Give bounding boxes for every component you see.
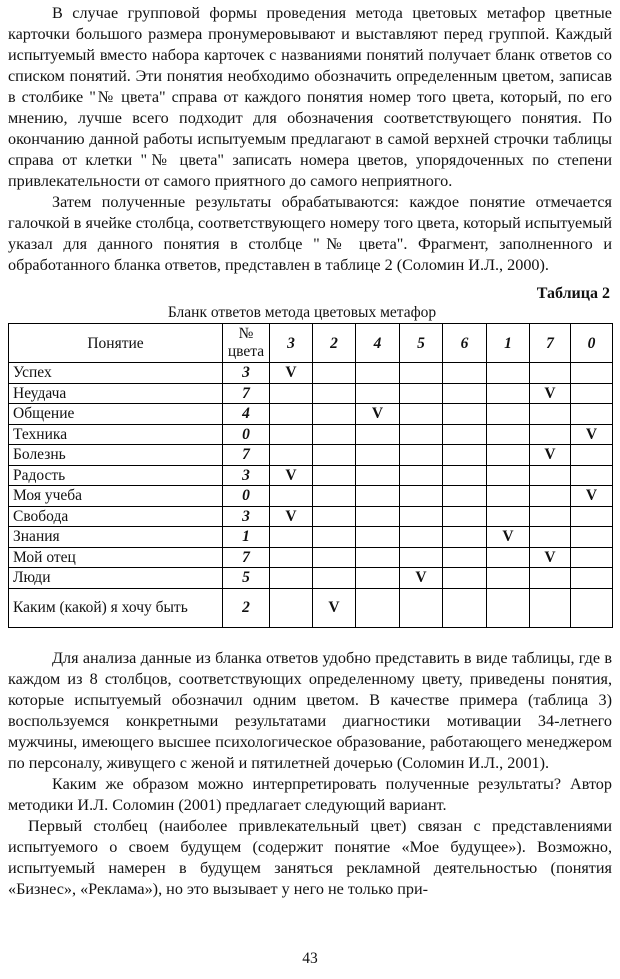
table-row xyxy=(9,547,613,568)
color-number-cell: 5 xyxy=(223,568,270,589)
mark-cell xyxy=(400,363,443,384)
table-row xyxy=(9,383,613,404)
mark-cell: V xyxy=(530,383,571,404)
mark-cell xyxy=(571,445,613,466)
color-number-cell: 7 xyxy=(223,547,270,568)
mark-cell: V xyxy=(530,445,571,466)
color-number-cell: 7 xyxy=(223,445,270,466)
mark-cell xyxy=(270,424,313,445)
header-color-col: 0 xyxy=(571,324,613,363)
mark-cell: V xyxy=(487,527,530,548)
concept-cell: Общение xyxy=(9,404,223,425)
mark-cell xyxy=(530,568,571,589)
mark-cell xyxy=(487,506,530,527)
mark-cell xyxy=(487,547,530,568)
mark-cell xyxy=(270,547,313,568)
mark-cell xyxy=(487,445,530,466)
table-row xyxy=(9,568,613,589)
mark-cell xyxy=(530,486,571,507)
mark-cell: V xyxy=(270,363,313,384)
mark-cell xyxy=(571,465,613,486)
color-number-cell: 3 xyxy=(223,363,270,384)
mark-cell xyxy=(530,363,571,384)
mark-cell: V xyxy=(571,486,613,507)
mark-cell xyxy=(356,506,400,527)
mark-cell xyxy=(530,465,571,486)
concept-cell: Техника xyxy=(9,424,223,445)
header-color-col: 1 xyxy=(487,324,530,363)
concept-cell: Болезнь xyxy=(9,445,223,466)
mark-cell xyxy=(571,568,613,589)
table-row xyxy=(9,506,613,527)
mark-cell xyxy=(443,383,487,404)
mark-cell xyxy=(400,424,443,445)
concept-cell: Знания xyxy=(9,527,223,548)
mark-cell xyxy=(571,506,613,527)
mark-cell xyxy=(313,445,356,466)
concept-cell: Радость xyxy=(9,465,223,486)
mark-cell xyxy=(270,445,313,466)
mark-cell xyxy=(487,568,530,589)
mark-cell xyxy=(400,527,443,548)
mark-cell xyxy=(487,465,530,486)
table-row xyxy=(9,363,613,384)
header-concept: Понятие xyxy=(9,324,223,363)
mark-cell: V xyxy=(313,588,356,627)
mark-cell xyxy=(571,588,613,627)
table-row xyxy=(9,527,613,548)
paragraph-processing: Затем полученные результаты обрабатываются: каждое понятие отмечается галочкой в ячейке столбца, соответствующего номеру того цвета, который испытуемый указал для данного понятия в столбце "№ цвета". Фрагмент, заполненного и обработанного бланка ответов, представлен в таблице 2 (Соломин И.Л., 2000). xyxy=(8,193,612,274)
mark-cell xyxy=(356,547,400,568)
mark-cell xyxy=(571,527,613,548)
mark-cell xyxy=(356,527,400,548)
color-number-cell: 3 xyxy=(223,465,270,486)
header-color-col: 5 xyxy=(400,324,443,363)
mark-cell: V xyxy=(356,404,400,425)
mark-cell xyxy=(571,404,613,425)
mark-cell xyxy=(400,465,443,486)
mark-cell xyxy=(400,404,443,425)
concept-cell: Каким (какой) я хочу быть xyxy=(9,588,223,627)
header-color-number: № цвета xyxy=(223,324,270,363)
mark-cell xyxy=(443,404,487,425)
mark-cell xyxy=(443,588,487,627)
color-number-cell: 2 xyxy=(223,588,270,627)
paragraph-analysis: Для анализа данные из бланка ответов удобно представить в виде таблицы, где в каждом из 8 столбцов, соответствующих определенному цвету, приведены понятия, которые испытуемый обозначил одним цветом. В качестве примера (таблица 3) воспользуемся конкретными результатами диагностики мотивации 34-летнего мужчины, имеющего высшее психологическое образование, работающего менеджером по персоналу, живущего с женой и пятилетней дочерью (Соломин И.Л., 2001). xyxy=(8,648,612,772)
mark-cell xyxy=(270,404,313,425)
mark-cell xyxy=(400,506,443,527)
mark-cell xyxy=(270,383,313,404)
mark-cell xyxy=(443,527,487,548)
mark-cell xyxy=(270,568,313,589)
header-color-col: 3 xyxy=(270,324,313,363)
mark-cell xyxy=(313,506,356,527)
mark-cell xyxy=(443,506,487,527)
table-row xyxy=(9,404,613,425)
mark-cell xyxy=(443,363,487,384)
mark-cell xyxy=(443,424,487,445)
page-number: 43 xyxy=(302,950,318,967)
mark-cell xyxy=(356,383,400,404)
mark-cell: V xyxy=(270,465,313,486)
color-number-cell: 4 xyxy=(223,404,270,425)
mark-cell xyxy=(530,424,571,445)
mark-cell xyxy=(530,506,571,527)
mark-cell: V xyxy=(270,506,313,527)
mark-cell xyxy=(530,404,571,425)
mark-cell xyxy=(313,465,356,486)
mark-cell xyxy=(443,465,487,486)
mark-cell xyxy=(313,404,356,425)
mark-cell xyxy=(270,588,313,627)
mark-cell xyxy=(356,445,400,466)
table-row xyxy=(9,424,613,445)
header-color-col: 6 xyxy=(443,324,487,363)
header-color-col: 2 xyxy=(313,324,356,363)
table-row xyxy=(9,588,613,627)
mark-cell xyxy=(571,383,613,404)
header-color-col: 4 xyxy=(356,324,400,363)
mark-cell xyxy=(487,588,530,627)
mark-cell xyxy=(443,445,487,466)
mark-cell xyxy=(313,486,356,507)
concept-cell: Мой отец xyxy=(9,547,223,568)
mark-cell xyxy=(313,363,356,384)
mark-cell xyxy=(356,465,400,486)
mark-cell xyxy=(530,588,571,627)
mark-cell xyxy=(400,486,443,507)
table-row xyxy=(9,465,613,486)
mark-cell xyxy=(400,588,443,627)
concept-cell: Неудача xyxy=(9,383,223,404)
mark-cell xyxy=(313,424,356,445)
mark-cell xyxy=(270,527,313,548)
mark-cell xyxy=(443,486,487,507)
mark-cell: V xyxy=(400,568,443,589)
mark-cell xyxy=(530,527,571,548)
concept-cell: Люди xyxy=(9,568,223,589)
mark-cell xyxy=(356,424,400,445)
header-color-col: 7 xyxy=(530,324,571,363)
mark-cell xyxy=(270,486,313,507)
mark-cell xyxy=(400,547,443,568)
table-number-label: Таблица 2 xyxy=(536,285,610,302)
color-number-cell: 7 xyxy=(223,383,270,404)
mark-cell xyxy=(356,568,400,589)
answer-sheet-table xyxy=(8,323,613,628)
concept-cell: Свобода xyxy=(9,506,223,527)
mark-cell xyxy=(313,527,356,548)
mark-cell xyxy=(443,547,487,568)
table-header-row xyxy=(9,324,613,363)
table-caption: Бланк ответов метода цветовых метафор xyxy=(167,304,437,321)
concept-cell: Успех xyxy=(9,363,223,384)
color-number-cell: 0 xyxy=(223,424,270,445)
page-content xyxy=(8,0,612,900)
mark-cell xyxy=(487,363,530,384)
mark-cell xyxy=(313,547,356,568)
mark-cell: V xyxy=(530,547,571,568)
mark-cell: V xyxy=(571,424,613,445)
color-number-cell: 1 xyxy=(223,527,270,548)
mark-cell xyxy=(487,383,530,404)
mark-cell xyxy=(313,383,356,404)
mark-cell xyxy=(571,547,613,568)
mark-cell xyxy=(356,363,400,384)
mark-cell xyxy=(356,588,400,627)
mark-cell xyxy=(400,445,443,466)
mark-cell xyxy=(443,568,487,589)
mark-cell xyxy=(313,568,356,589)
mark-cell xyxy=(487,486,530,507)
mark-cell xyxy=(356,486,400,507)
mark-cell xyxy=(487,404,530,425)
table-row xyxy=(9,445,613,466)
mark-cell xyxy=(487,424,530,445)
paragraph-group-method: В случае групповой формы проведения метода цветовых метафор цветные карточки большого размера пронумеровывают и выставляют перед группой. Каждый испытуемый вместо набора карточек с названиями понятий получает бланк ответов со списком понятий. Эти понятия необходимо обозначить определенным цветом, записав в столбике "№ цвета" справа от каждого понятия номер того цвета, который, по его мнению, лучше всего подходит для обозначения соответствующего понятия. По окончанию данной работы испытуемым предлагают в самой верхней строчки таблицы справа от клетки "№ цвета" записать номера цветов, упорядоченных по степени привлекательности от самого приятного до самого неприятного. xyxy=(8,4,612,190)
paragraph-interpretation: Каким же образом можно интерпретировать полученные результаты? Автор методики И.Л. Соломин (2001) предлагает следующий вариант. xyxy=(8,774,612,814)
paragraph-first-column: Первый столбец (наиболее привлекательный цвет) связан с представлениями испытуемого о своем будущем (содержит понятие «Мое будущее»). Возможно, испытуемый намерен в будущем заняться рекламной деятельностью (понятия «Бизнес», «Реклама»), но это вызывает у него не только при- xyxy=(8,816,612,898)
color-number-cell: 3 xyxy=(223,506,270,527)
table-row xyxy=(9,486,613,507)
mark-cell xyxy=(571,363,613,384)
mark-cell xyxy=(400,383,443,404)
concept-cell: Моя учеба xyxy=(9,486,223,507)
color-number-cell: 0 xyxy=(223,486,270,507)
